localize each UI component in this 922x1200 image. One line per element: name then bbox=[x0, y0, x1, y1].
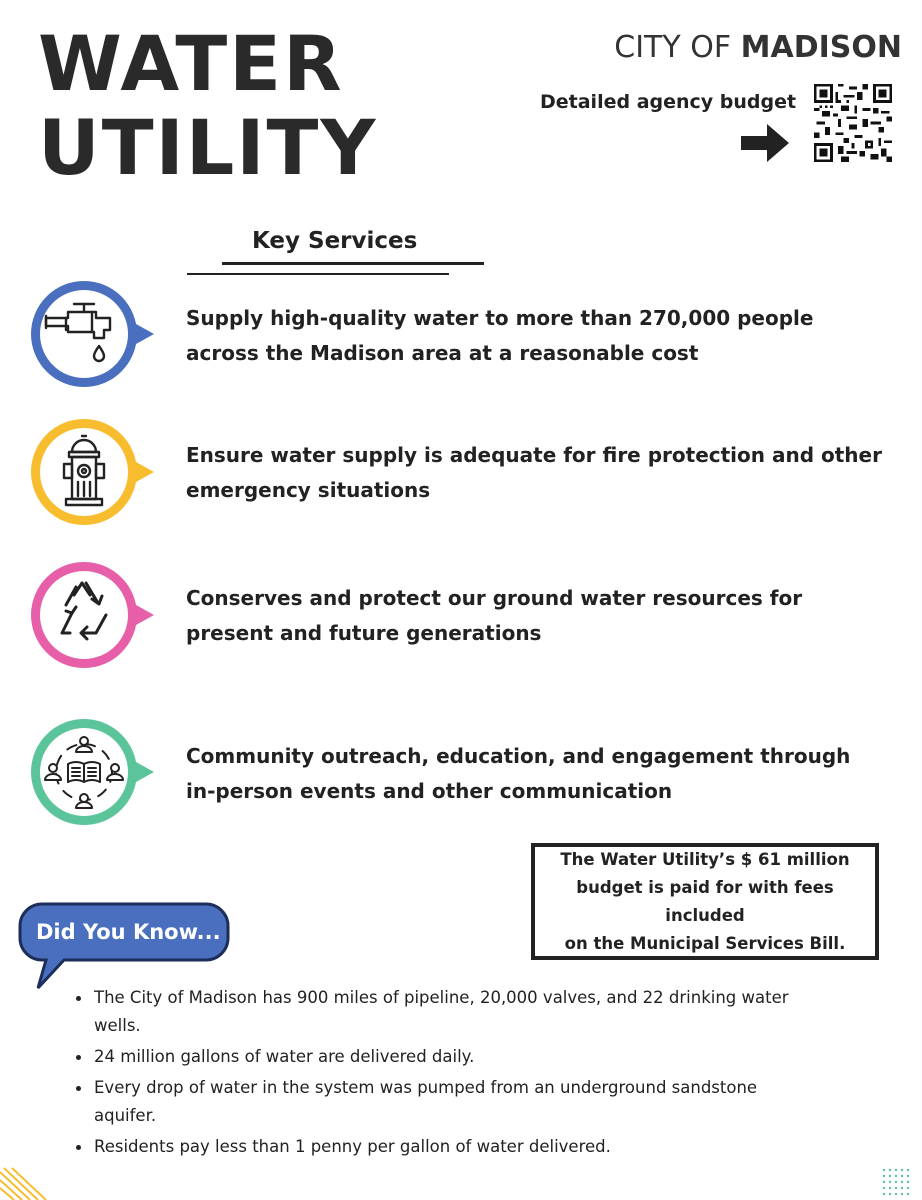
callout-line-1: The Water Utility’s $ 61 million bbox=[560, 849, 850, 869]
budget-callout bbox=[531, 843, 879, 960]
facts-list bbox=[70, 984, 810, 1164]
dot-pattern-decoration bbox=[882, 1168, 918, 1196]
list-item: 24 million gallons of water are delivered daily. bbox=[70, 1043, 810, 1071]
service-text-line-1: Supply high-quality water to more than 270,000 people bbox=[186, 306, 814, 330]
service-item bbox=[186, 438, 886, 508]
heading-underline bbox=[222, 262, 484, 265]
fire-hydrant-icon bbox=[16, 414, 162, 532]
list-item: Residents pay less than 1 penny per gallon of water delivered. bbox=[70, 1133, 810, 1161]
service-text-line-2: across the Madison area at a reasonable cost bbox=[186, 341, 699, 365]
service-text-line-2: present and future generations bbox=[186, 621, 542, 645]
service-text-line-1: Conserves and protect our ground water resources for bbox=[186, 586, 803, 610]
community-education-icon bbox=[16, 714, 162, 832]
heading-underline-secondary bbox=[187, 273, 449, 275]
title-line-2: UTILITY bbox=[38, 103, 378, 192]
list-item: Every drop of water in the system was pumped from an underground sandstone aquifer. bbox=[70, 1074, 810, 1130]
city-logo-name: MADISON bbox=[740, 30, 902, 65]
corner-decoration bbox=[0, 1160, 60, 1200]
callout-line-3: on the Municipal Services Bill. bbox=[564, 933, 846, 953]
arrow-right-icon bbox=[741, 124, 791, 162]
service-text-line-1: Ensure water supply is adequate for fire protection and other bbox=[186, 443, 882, 467]
service-text-line-2: emergency situations bbox=[186, 478, 431, 502]
did-you-know-label: Did You Know... bbox=[36, 920, 221, 944]
page-title bbox=[38, 19, 378, 192]
service-item bbox=[186, 581, 886, 651]
service-item bbox=[186, 301, 886, 371]
service-item bbox=[186, 739, 886, 809]
callout-line-2: budget is paid for with fees included bbox=[576, 877, 834, 925]
water-faucet-icon bbox=[16, 276, 162, 394]
service-text-line-2: in-person events and other communication bbox=[186, 779, 673, 803]
did-you-know-bubble bbox=[18, 902, 230, 992]
budget-link-label: Detailed agency budget bbox=[540, 91, 797, 113]
list-item: The City of Madison has 900 miles of pipeline, 20,000 valves, and 22 drinking water wells. bbox=[70, 984, 810, 1040]
service-text-line-1: Community outreach, education, and engagement through bbox=[186, 744, 851, 768]
recycle-icon bbox=[16, 557, 162, 675]
key-services-heading: Key Services bbox=[252, 228, 418, 254]
city-logo bbox=[614, 30, 902, 65]
title-line-1: WATER bbox=[38, 19, 344, 108]
qr-code[interactable] bbox=[814, 84, 892, 162]
city-logo-prefix: CITY OF bbox=[614, 30, 741, 65]
